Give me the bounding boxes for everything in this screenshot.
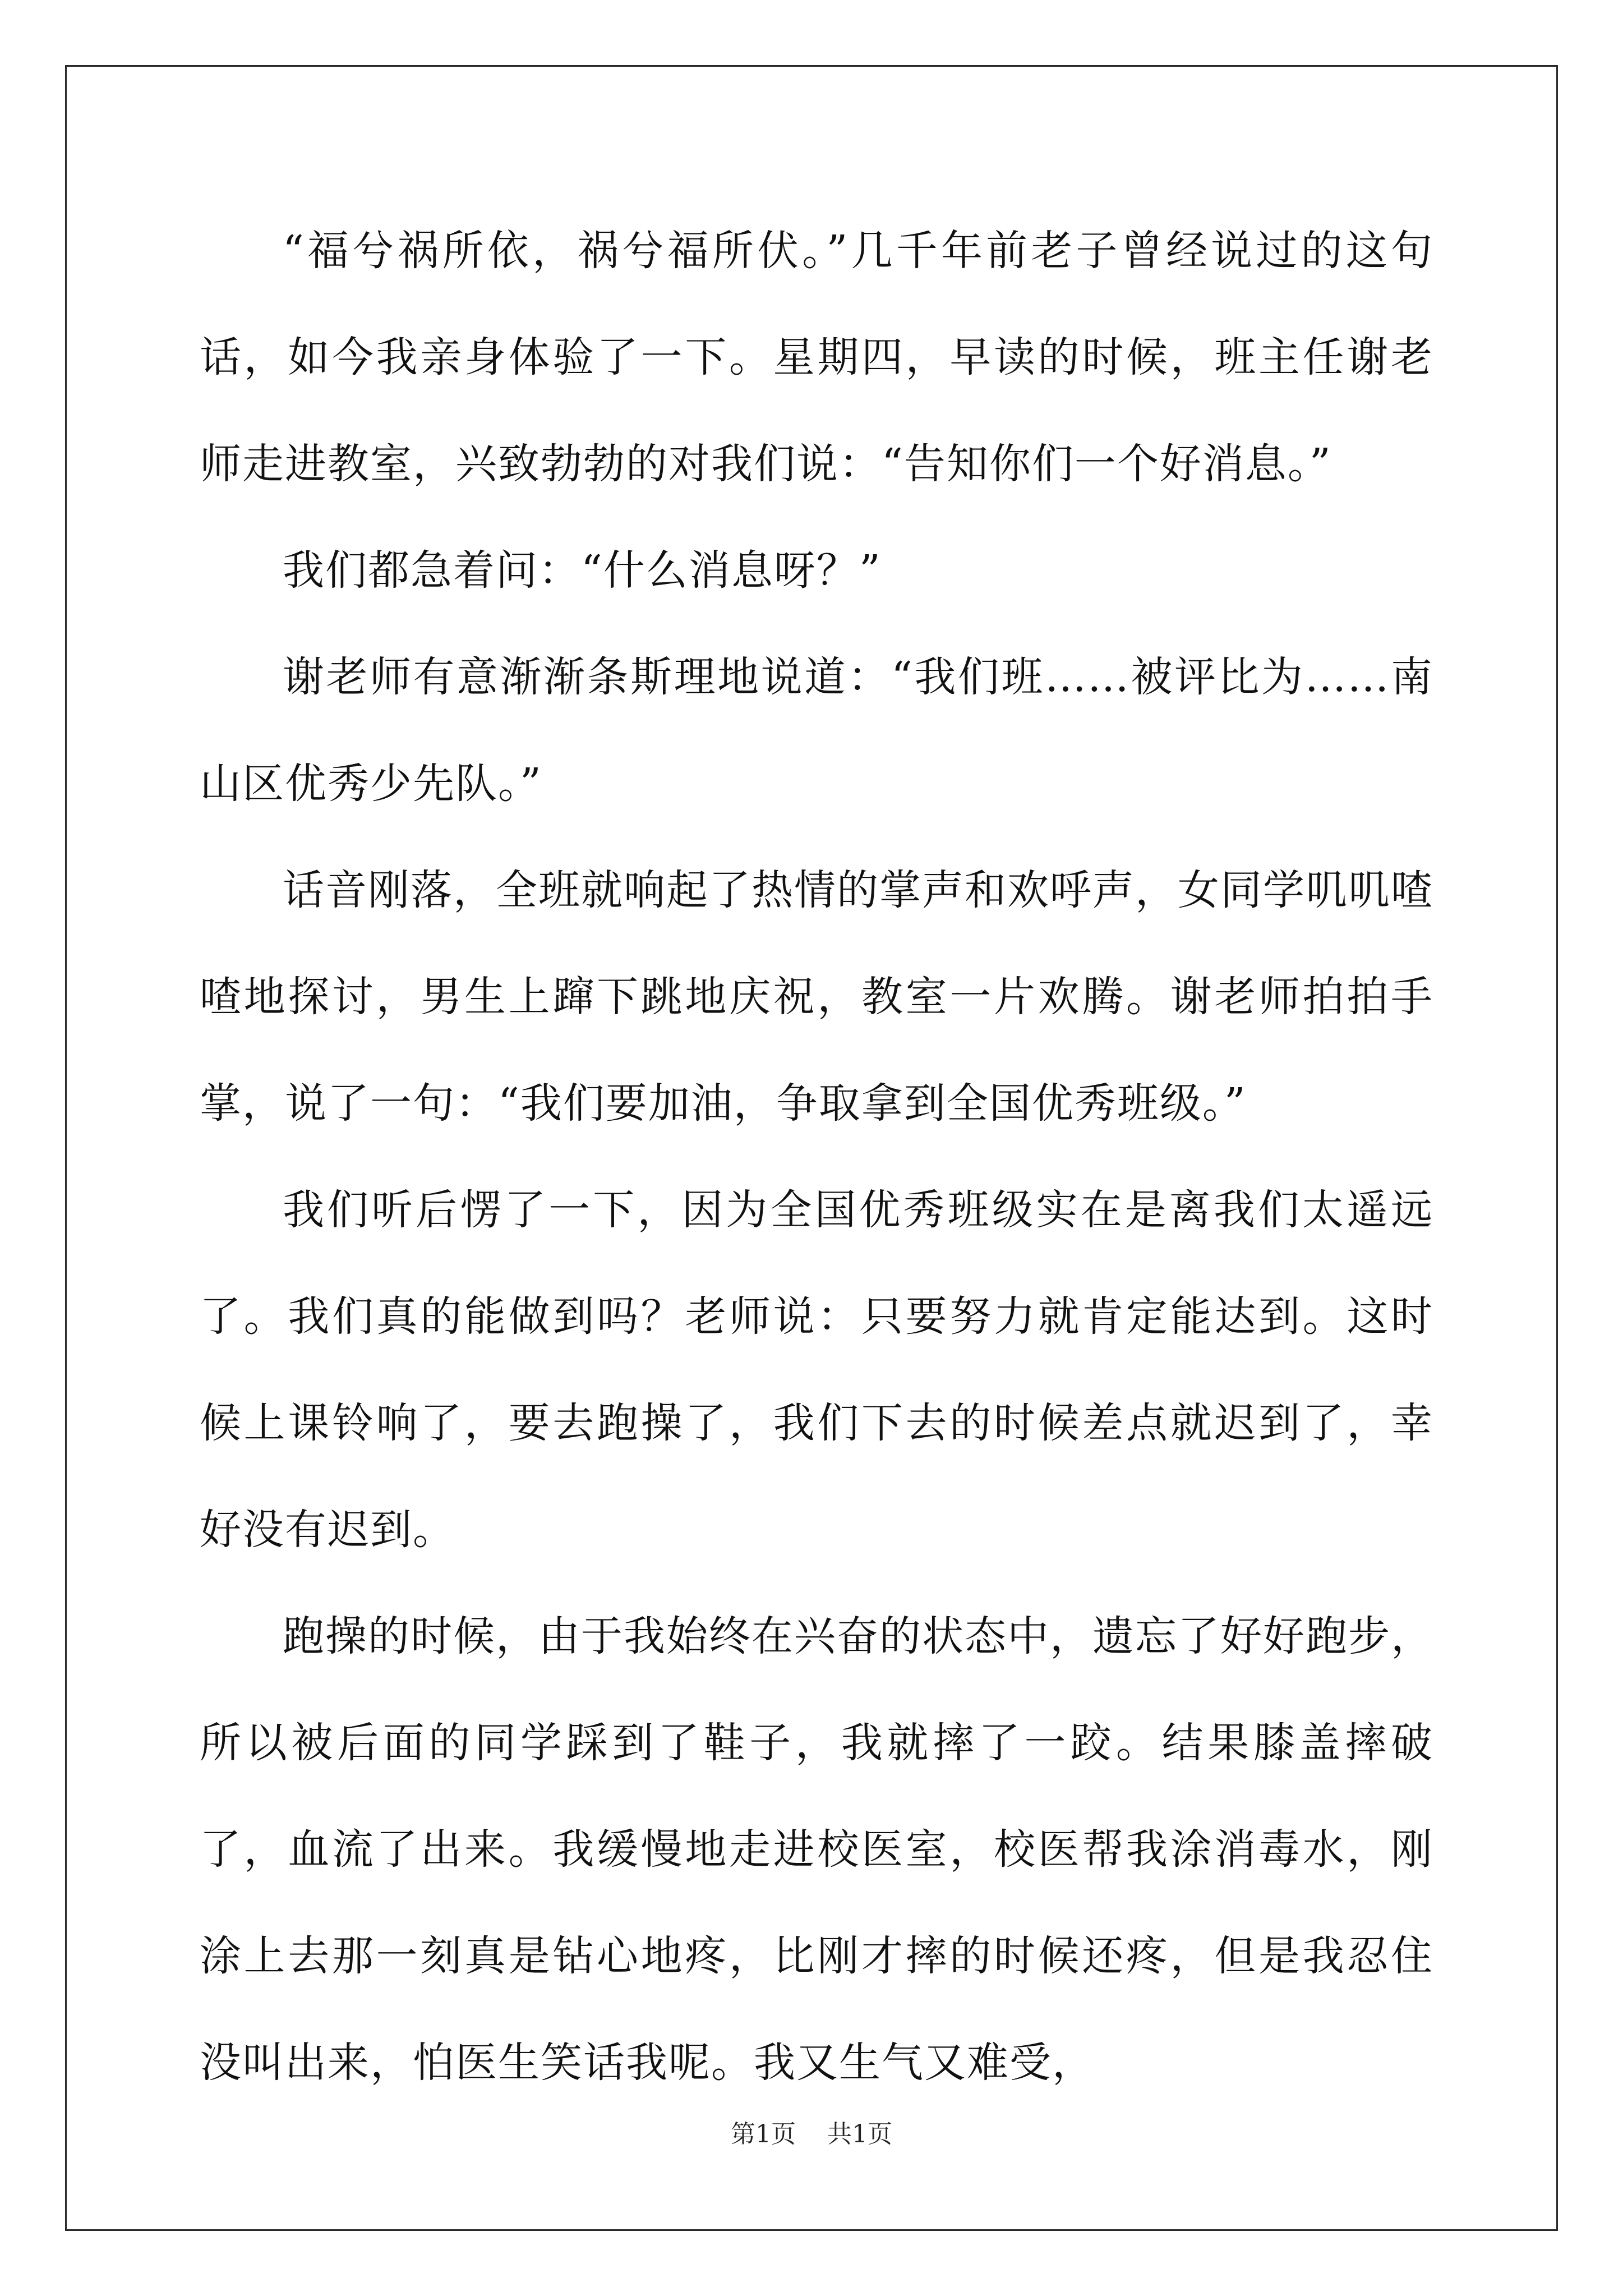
paragraph-3: 谢老师有意渐渐条斯理地说道：“我们班……被评比为……南山区优秀少先队。” <box>200 653 1433 808</box>
page-number-current: 第1页 <box>731 2120 796 2148</box>
paragraph-6: 跑操的时候，由于我始终在兴奋的状态中，遗忘了好好跑步，所以被后面的同学踩到了鞋子，我就摔了一跤。结果膝盖摔破了，血流了出来。我缓慢地走进校医室，校医帮我涂消毒水，刚涂上去那一刻真是钻心地疼，比刚才摔的时候还疼，但是我忍住没叫出来，怕医生笑话我呢。我又生气又难受， <box>200 1612 1433 2087</box>
document-body <box>200 197 1433 2116</box>
paragraph-5: 我们听后愣了一下，因为全国优秀班级实在是离我们太遥远了。我们真的能做到吗？老师说：只要努力就肯定能达到。这时候上课铃响了，要去跑操了，我们下去的时候差点就迟到了，幸好没有迟到。 <box>200 1186 1433 1554</box>
page-number-total: 共1页 <box>827 2120 892 2148</box>
paragraph-4: 话音刚落，全班就响起了热情的掌声和欢呼声，女同学叽叽喳喳地探讨，男生上蹿下跳地庆祝，教室一片欢腾。谢老师拍拍手掌，说了一句：“我们要加油，争取拿到全国优秀班级。” <box>200 866 1433 1128</box>
paragraph-2: 我们都急着问：“什么消息呀？” <box>283 546 882 595</box>
paragraph-1: “福兮祸所依，祸兮福所伏。”几千年前老子曾经说过的这句话，如今我亲身体验了一下。星期四，早读的时候，班主任谢老师走进教室，兴致勃勃的对我们说：“告知你们一个好消息。” <box>200 227 1433 488</box>
page-footer <box>0 2114 1623 2150</box>
